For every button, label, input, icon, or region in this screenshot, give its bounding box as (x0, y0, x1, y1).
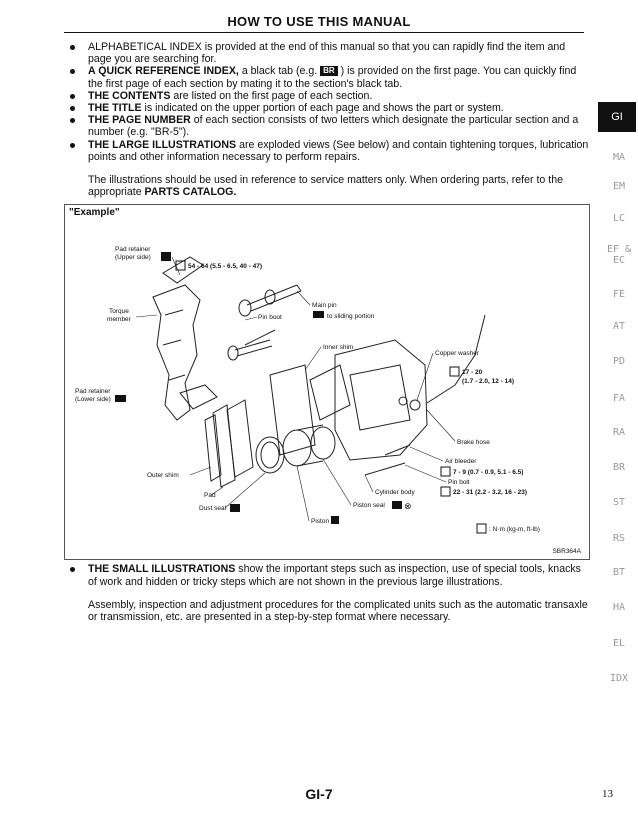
bullet-dot (70, 69, 75, 74)
torque-icon (450, 367, 459, 376)
bullet-bold: A QUICK REFERENCE INDEX, (88, 65, 239, 78)
bullet-large-illustrations (70, 139, 590, 163)
bullet-list-2 (70, 563, 590, 635)
label-main-pin: Main pin (312, 302, 337, 309)
label-inner-shim: Inner shim (323, 344, 354, 351)
bullet-alphabetical-index (70, 41, 590, 65)
lube-icon (115, 395, 126, 402)
bullet-bold: THE PAGE NUMBER (88, 114, 191, 127)
label-cylinder-body: Cylinder body (375, 489, 415, 496)
continuation-text: The illustrations should be used in reference to service matters only. When ordering parts, refer to the appropriate (88, 173, 563, 198)
page-title: HOW TO USE THIS MANUAL (227, 14, 411, 29)
torque-member-drawing (153, 285, 200, 420)
brake-hose-drawing (427, 315, 485, 403)
lube-icon (392, 501, 402, 509)
tab-ra[interactable]: RA (612, 427, 626, 438)
bullet-bold: THE TITLE (88, 102, 142, 115)
label-pad: Pad (204, 492, 216, 499)
tab-br[interactable]: BR (612, 462, 626, 473)
lube-icon (161, 252, 171, 261)
outer-pad-drawing (213, 405, 235, 487)
bullet-title (70, 102, 590, 114)
label-pad-retainer-lower-side: (Lower side) (75, 396, 111, 403)
bullet-text: show the important steps such as inspection, use of special tools, knacks of work and hidden or tricky steps which are not shown in the previous large illustrations. (88, 563, 581, 588)
pin-boot-drawing (235, 340, 272, 356)
label-pin-boot: Pin boot (258, 314, 282, 321)
lube-icon (230, 504, 240, 512)
piston-drawing (283, 430, 311, 466)
tab-ec[interactable]: EC (612, 255, 626, 266)
bullet-continuation-2: Assembly, inspection and adjustment procedures for the complicated units such as the automatic transaxle or transmission, etc. are presented in a step-by-step format where necessary. (88, 598, 588, 624)
tab-ha[interactable]: HA (612, 602, 626, 613)
torque-icon (477, 524, 486, 533)
tab-fa[interactable]: FA (612, 393, 626, 404)
section-tab-sidebar (598, 0, 638, 826)
tab-em[interactable]: EM (612, 181, 626, 192)
bullet-text: a black tab (e.g. (238, 65, 321, 78)
bullet-page-number (70, 114, 590, 138)
figure-code: SBR364A (552, 548, 581, 555)
page-code: GI-7 (305, 786, 333, 802)
bullet-bold: THE SMALL ILLUSTRATIONS (88, 563, 236, 575)
continuation-bold: PARTS CATALOG. (144, 185, 237, 198)
torque-icon (441, 487, 450, 496)
torque-icon (441, 467, 450, 476)
outer-shim-drawing (205, 415, 221, 481)
copper-washer-drawing (410, 400, 420, 410)
tab-bt[interactable]: BT (612, 567, 626, 578)
pin-bolt-drawing (365, 463, 405, 475)
bullet-dot (70, 106, 75, 111)
label-torque-member-2: member (107, 316, 131, 323)
label-dust-seal: Dust seal (199, 505, 227, 512)
bullet-text: are listed on the first page of each section. (170, 89, 373, 102)
label-copper-washer: Copper washer (435, 350, 480, 357)
air-bleeder-drawing (385, 445, 410, 455)
tab-ma[interactable]: MA (612, 152, 626, 163)
example-label: "Example" (69, 207, 120, 218)
bullet-continuation (70, 174, 590, 198)
bullet-dot (70, 45, 75, 50)
label-outer-shim: Outer shim (147, 472, 179, 479)
label-pad-retainer-upper-side: (Upper side) (115, 254, 151, 261)
bullet-dot (70, 143, 75, 148)
bullet-text: ALPHABETICAL INDEX is provided at the end of this manual so that you can rapidly find the item and page you are searching for. (88, 41, 566, 66)
tab-gi[interactable]: GI (598, 102, 636, 132)
label-torque-2b: (1.7 - 2.0, 12 - 14) (462, 378, 515, 385)
tab-pd[interactable]: PD (612, 356, 626, 367)
bullet-text: is indicated on the upper portion of each page and shows the part or system. (141, 102, 504, 115)
tab-rs[interactable]: RS (612, 533, 626, 544)
main-pin-drawing (247, 285, 301, 311)
label-torque-3: 7 - 9 (0.7 - 0.9, 5.1 - 6.5) (453, 469, 524, 476)
inner-shim-drawing (270, 365, 315, 455)
bullet-dot (70, 567, 75, 572)
label-torque-4: 22 - 31 (2.2 - 3.2, 16 - 23) (453, 489, 528, 496)
label-unit-legend: : N·m (kg-m, ft-lb) (489, 526, 540, 533)
label-torque-main: 54 - 64 (5.5 - 6.5, 40 - 47) (188, 263, 263, 270)
bullet-dot (70, 94, 75, 99)
bullet-small-illustrations (70, 563, 590, 588)
example-illustration (64, 204, 590, 560)
bullet-quick-reference (70, 65, 590, 89)
label-brake-hose: Brake hose (457, 439, 490, 446)
label-piston: Piston (311, 518, 330, 525)
title-rule (64, 32, 584, 33)
tab-el[interactable]: EL (612, 638, 626, 649)
label-pad-retainer-lower: Pad retainer (75, 388, 111, 395)
tab-at[interactable]: AT (612, 321, 626, 332)
tab-ef[interactable]: EF & (606, 244, 632, 255)
label-piston-seal: Piston seal (353, 502, 385, 509)
bullet-bold: THE CONTENTS (88, 89, 171, 102)
tab-fe[interactable]: FE (612, 289, 626, 300)
bullet-list (70, 41, 590, 209)
tab-idx[interactable]: IDX (609, 673, 629, 684)
page-number: 13 (602, 788, 613, 800)
anti-rattle-clip-drawing (310, 365, 350, 420)
replace-icon: ⊗ (404, 501, 412, 511)
tab-st[interactable]: ST (612, 497, 626, 508)
label-torque-2a: 17 - 20 (462, 369, 483, 376)
lube-icon (331, 516, 339, 524)
label-air-bleeder: Air bleeder (445, 458, 477, 465)
grease-icon (313, 311, 324, 318)
bullet-dot (70, 118, 75, 123)
label-pin-bolt: Pin bolt (448, 479, 470, 486)
br-tab-example: BR (320, 66, 338, 76)
label-to-sliding: to sliding portion (327, 313, 375, 320)
bullet-text: are exploded views (See below) and contain tightening torques, lubrication points and other information necessary to perform repairs. (88, 138, 589, 163)
bullet-bold: THE LARGE ILLUSTRATIONS (88, 138, 237, 151)
bullet-text: ) is provided on the first page. You can quickly find the first page of each section by mating it to the section's black tab. (88, 65, 577, 90)
label-pad-retainer-upper: Pad retainer (115, 246, 151, 253)
tab-lc[interactable]: LC (612, 213, 626, 224)
label-torque-member: Torque (109, 308, 129, 315)
bullet-contents (70, 90, 590, 102)
bullet-text: of each section consists of two letters which designate the particular section and a number (e.g. "BR-5"). (88, 114, 579, 139)
caliper-exploded-view (65, 205, 589, 559)
